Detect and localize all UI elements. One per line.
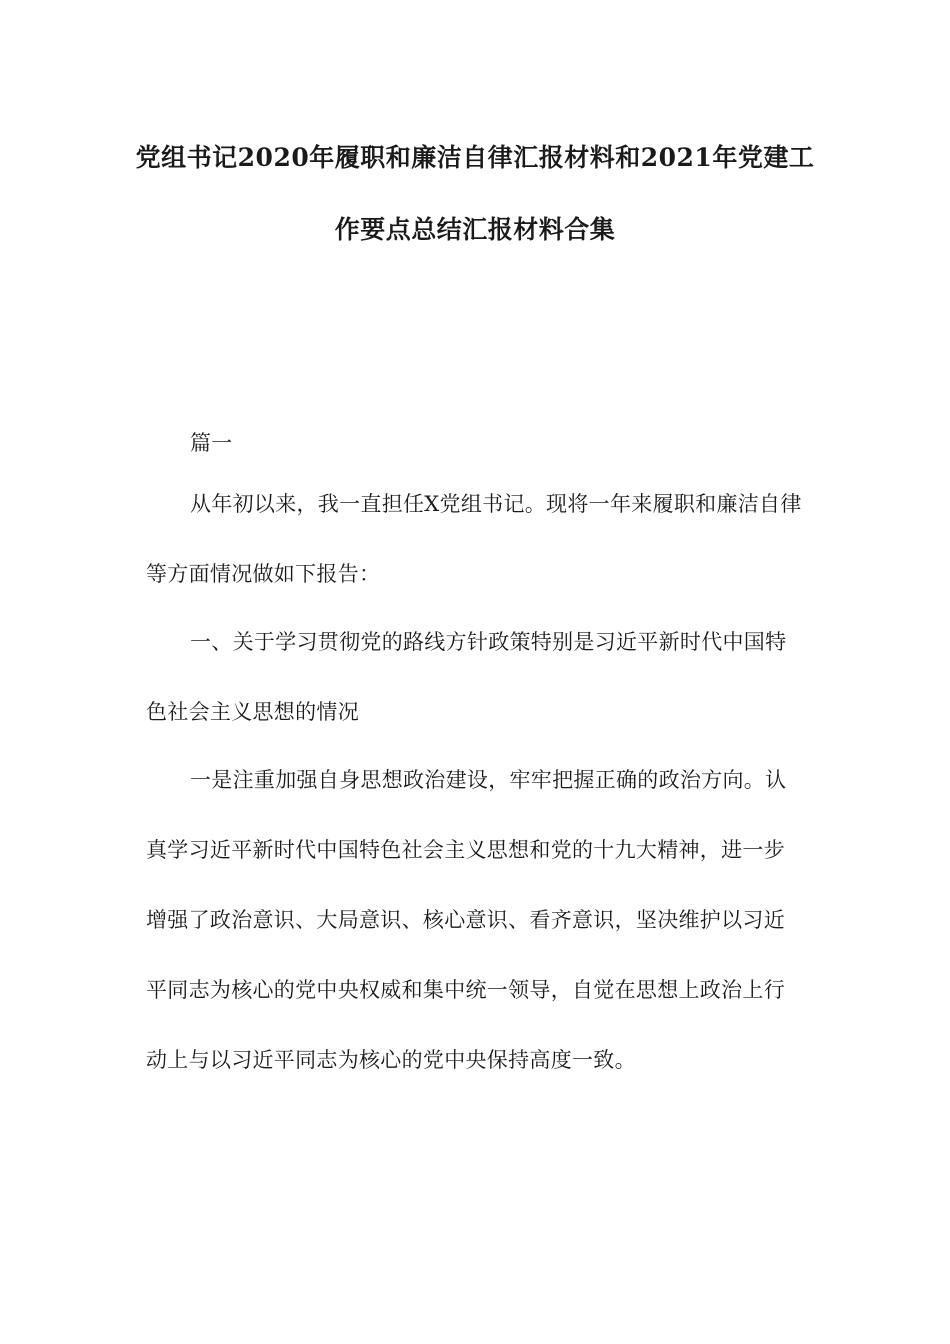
section-heading-1: 一、关于学习贯彻党的路线方针政策特别是习近平新时代中国特色社会主义思想的情况 — [146, 630, 787, 724]
intro-paragraph: 从年初以来，我一直担任X党组书记。现将一年来履职和廉洁自律等方面情况做如下报告： — [146, 492, 802, 586]
document-title-line-1: 党组书记2020年履职和廉洁自律汇报材料和2021年党建工 — [135, 143, 815, 172]
body-paragraph-1: 一是注重加强自身思想政治建设，牢牢把握正确的政治方向。认真学习近平新时代中国特色社会主义思想和党的十九大精神，进一步增强了政治意识、大局意识、核心意识、看齐意识，坚决维护以习近平同志为核心的党中央权威和集中统一领导，自觉在思想上政治上行动上与以习近平同志为核心的党中央保持高度一致。 — [146, 768, 787, 1072]
section-label: 篇一 — [190, 431, 233, 455]
document-title-line-2: 作要点总结汇报材料合集 — [334, 215, 616, 244]
